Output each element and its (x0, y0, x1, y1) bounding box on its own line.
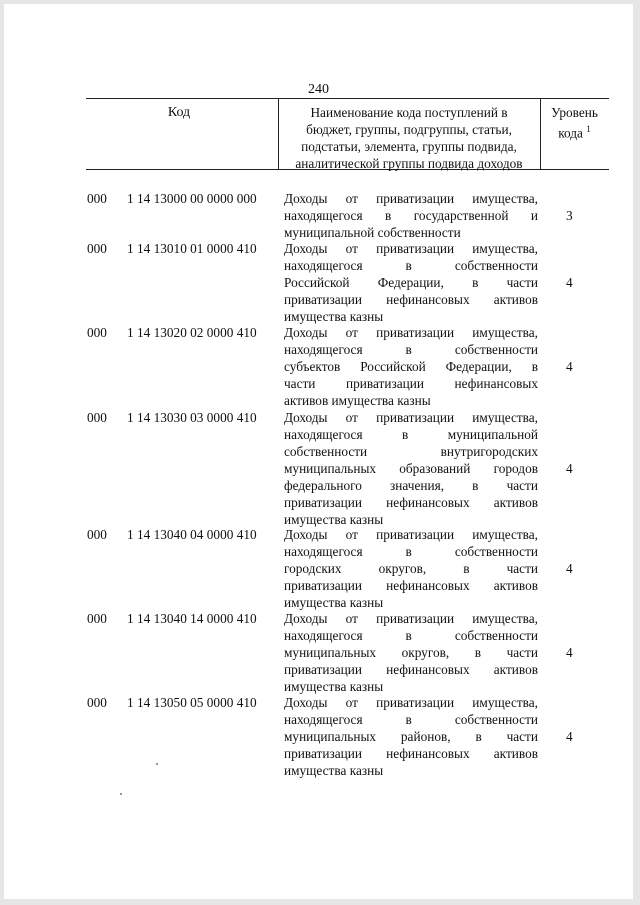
row-code: 1 14 13040 04 0000 410 (127, 527, 257, 542)
row-name-line: приватизации нефинансовых активов (284, 746, 538, 761)
header-name-line: подстатьи, элемента, группы подвида, (301, 139, 517, 154)
row-name (284, 240, 538, 325)
row-name-line: активов имущества казны (284, 393, 431, 408)
row-name-line: Доходы от приватизации имущества, (284, 611, 538, 626)
row-name-line: городских округов, в части (284, 561, 538, 576)
row-name-line: Доходы от приватизации имущества, (284, 410, 538, 425)
row-name-line: части приватизации нефинансовых (284, 376, 538, 391)
row-name-line: приватизации нефинансовых активов (284, 495, 538, 510)
scan-speck (156, 763, 158, 765)
scan-speck (120, 793, 122, 795)
row-level: 4 (566, 561, 573, 576)
row-name-line: муниципальных районов, в части (284, 729, 538, 744)
header-level (540, 104, 609, 141)
row-level: 3 (566, 208, 573, 223)
row-name-line: имущества казны (284, 309, 384, 324)
row-name-line: Доходы от приватизации имущества, (284, 325, 538, 340)
row-code: 1 14 13050 05 0000 410 (127, 695, 257, 710)
row-prefix: 000 (87, 410, 107, 425)
row-name-line: Доходы от приватизации имущества, (284, 191, 538, 206)
row-prefix: 000 (87, 191, 107, 206)
row-name-line: федерального значения, в части (284, 478, 538, 493)
row-prefix: 000 (87, 527, 107, 542)
row-name (284, 526, 538, 611)
row-name-line: муниципальных округов, в части (284, 645, 538, 660)
row-name-line: имущества казны (284, 763, 384, 778)
row-name-line: муниципальной собственности (284, 225, 461, 240)
row-name-line: приватизации нефинансовых активов (284, 578, 538, 593)
header-name-line: аналитической группы подвида доходов (295, 156, 523, 171)
page-number: 240 (308, 82, 329, 97)
row-name-line: находящегося в государственной и (284, 208, 538, 223)
header-name-line: Наименование кода поступлений в (310, 105, 508, 120)
row-name-line: имущества казны (284, 595, 384, 610)
row-prefix: 000 (87, 695, 107, 710)
row-prefix: 000 (87, 241, 107, 256)
row-name-line: находящегося в собственности (284, 628, 538, 643)
row-prefix: 000 (87, 325, 107, 340)
row-code: 1 14 13000 00 0000 000 (127, 191, 257, 206)
row-name-line: имущества казны (284, 512, 384, 527)
row-name (284, 610, 538, 695)
row-level: 4 (566, 359, 573, 374)
header-level-line: Уровень (551, 105, 598, 120)
row-code: 1 14 13020 02 0000 410 (127, 325, 257, 340)
document-page (4, 4, 633, 899)
row-name-line: приватизации нефинансовых активов (284, 292, 538, 307)
header-code: Код (167, 105, 191, 120)
row-name-line: имущества казны (284, 679, 384, 694)
row-name (284, 324, 538, 409)
row-name-line: находящегося в собственности (284, 712, 538, 727)
row-name-line: муниципальных образований городов (284, 461, 538, 476)
row-code: 1 14 13010 01 0000 410 (127, 241, 257, 256)
row-name-line: находящегося в собственности (284, 342, 538, 357)
row-level: 4 (566, 645, 573, 660)
row-name-line: находящегося в собственности (284, 544, 538, 559)
header-level-line: кода $^1$ (558, 124, 591, 141)
row-level: 4 (566, 275, 573, 290)
row-code: 1 14 13040 14 0000 410 (127, 611, 257, 626)
row-level: 4 (566, 461, 573, 476)
header-name-line: бюджет, группы, подгруппы, статьи, (306, 122, 512, 137)
row-prefix: 000 (87, 611, 107, 626)
row-name-line: Доходы от приватизации имущества, (284, 527, 538, 542)
row-name-line: находящегося в собственности (284, 258, 538, 273)
footnote-mark: 1 (586, 124, 591, 134)
row-name-line: приватизации нефинансовых активов (284, 662, 538, 677)
row-name-line: Российской Федерации, в части (284, 275, 538, 290)
row-level: 4 (566, 729, 573, 744)
row-name-line: собственности внутригородских (284, 444, 538, 459)
row-name (284, 409, 538, 528)
row-code: 1 14 13030 03 0000 410 (127, 410, 257, 425)
row-name-line: Доходы от приватизации имущества, (284, 695, 538, 710)
row-name (284, 190, 538, 241)
row-name-line: находящегося в муниципальной (284, 427, 538, 442)
row-name (284, 694, 538, 779)
table-header (86, 98, 609, 170)
row-name-line: Доходы от приватизации имущества, (284, 241, 538, 256)
row-name-line: субъектов Российской Федерации, в (284, 359, 538, 374)
header-name (278, 104, 540, 172)
